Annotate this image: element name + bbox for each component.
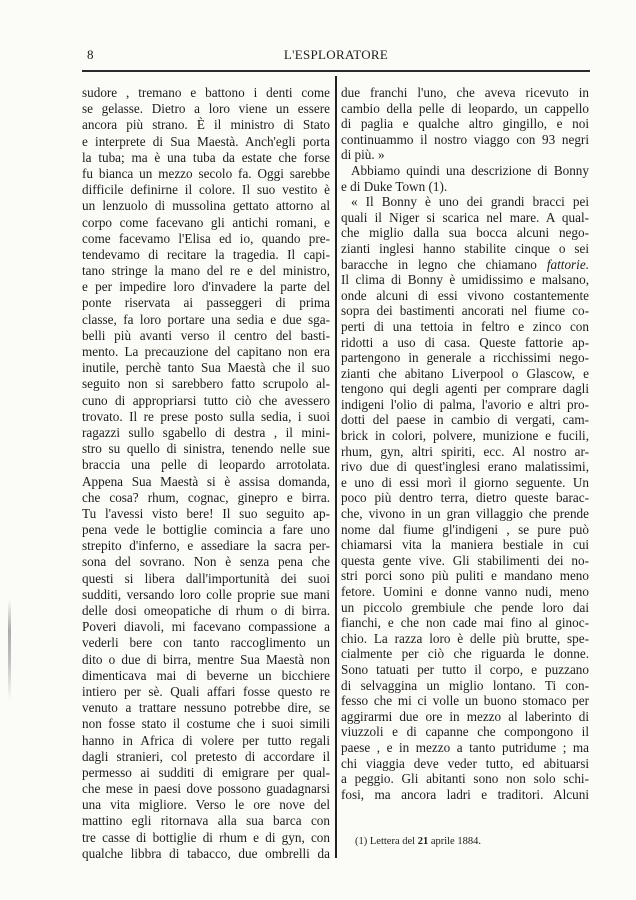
- text-line: sudore , tremano e battono i denti come: [82, 85, 330, 100]
- text-line: dotti del paese in cambio di vergati, cam-: [341, 412, 589, 428]
- text-line: di paglia e qualche altro gingillo, e noi: [341, 116, 589, 132]
- text-line: di selvaggina un miglio lontano. Ti con-: [341, 677, 589, 693]
- text-line: questa gente vive. Gli stabilimenti dei no-: [341, 552, 589, 568]
- text-line: fesso che mi ci volle un buono stomaco per: [341, 693, 589, 709]
- text-line: quali il Niger si scarica nel mare. A qual-: [341, 209, 589, 225]
- text-line: dagli stranieri, col pretesto di accordare il: [82, 748, 330, 764]
- text-line: questi si libera dall'importunità dei suoi: [82, 570, 330, 586]
- text-line: due franchi l'uno, che aveva ricevuto in: [341, 85, 589, 100]
- text-line: chiamarsi vita la maniera bestiale in cui: [341, 537, 589, 553]
- text-line: inutile, perchè tanto Sua Maestà che il suo: [82, 360, 330, 376]
- column-divider: [335, 76, 337, 858]
- text-line: chi viaggia deve veder tutto, ed abituarsi: [341, 755, 589, 771]
- text-line: dito o due di birra, mentre Sua Maestà non: [82, 651, 330, 667]
- text-line: fosi, ma ancora ladri e traditori. Alcuni: [341, 786, 589, 802]
- text-line: vederli bere con tanto raccoglimento un: [82, 635, 330, 651]
- text-line: a peggio. Gli abitanti sono non solo schi-: [341, 771, 589, 787]
- text-line: Tu l'avessi visto bere! Il suo seguito ap-: [82, 505, 330, 521]
- text-line: rivo due di quest'inglesi erano malatissimi,: [341, 459, 589, 475]
- text-line: continuammo il nostro viaggo con 93 negri: [341, 131, 589, 147]
- text-line: cialmente per ciò che riguarda le donne.: [341, 646, 589, 662]
- text-line: venuto a trattare nessuno potrebbe dire, se: [82, 700, 330, 716]
- text-line: classe, fa loro portare una sedia e due sga-: [82, 311, 330, 327]
- text-line: ponte riservata ai passeggeri di prima: [82, 295, 330, 311]
- text-line: ancora più strano. È il ministro di Stato: [82, 117, 330, 133]
- text-line: indigeni l'olio di palma, l'avorio e altri pro-: [341, 396, 589, 412]
- text-line: qualche libbra di tabacco, due ombrelli da: [82, 845, 330, 861]
- text-line: perti di una tettoia in feltro e zinco con: [341, 318, 589, 334]
- text-line: tre casse di bottiglie di rhum e di gyn, con: [82, 829, 330, 845]
- text-line: che cosa? rhum, cognac, ginepro e birra.: [82, 489, 330, 505]
- text-line: delle dosi omeopatiche di rhum o di birra.: [82, 603, 330, 618]
- footnote: [355, 836, 481, 847]
- footnote-marker: (1): [355, 836, 368, 847]
- text-line: fianchi, e che non cade mai fino al ginoc-: [341, 615, 589, 631]
- text-line: difficile definirne il colore. Il suo vestito è: [82, 182, 330, 198]
- text-line: seguito non si sarebbero fatto scrupolo al-: [82, 376, 330, 392]
- text-line: che miglio dalla sua bocca alcuni nego-: [341, 225, 589, 241]
- text-line: brick in colori, polvere, munizione e fucili,: [341, 428, 589, 444]
- emphasized-word: fattorie.: [546, 256, 589, 272]
- text-line: strepito d'inferno, e assediare la sacra per-: [82, 538, 330, 554]
- text-line: tengono qui degli agenti per comprare dagli: [341, 381, 589, 397]
- right-column: [341, 85, 589, 802]
- text-line-part: baracche in legno che chiamano: [341, 256, 547, 272]
- footnote-date: aprile 1884.: [430, 836, 481, 847]
- text-line: belli più avanti verso il centro del basti-: [82, 327, 330, 343]
- text-line: Sono tatuati per tutto il corpo, e puzzano: [341, 661, 589, 677]
- text-line: non fosse stato il costume che i suoi simili: [82, 716, 330, 732]
- text-line: come facevamo l'Elisa ed io, quando pre-: [82, 230, 330, 246]
- text-line: paese , e in mezzo a tanto putridume ; ma: [341, 739, 589, 755]
- text-line: fu bianca un mezzo secolo fa. Oggi sarebbe: [82, 165, 330, 181]
- running-header: [83, 47, 589, 65]
- text-line: zianti che abitano Liverpool o Glascow, e: [341, 365, 589, 381]
- text-line: se gelasse. Dietro a loro viene un essere: [82, 101, 330, 117]
- text-line: cambio della pelle di leopardo, un cappello: [341, 100, 589, 116]
- text-line: che mese in paesi dove possono guadagnarsi: [82, 781, 330, 797]
- text-line: aggirarmi due ore in mezzo al laberinto di: [341, 708, 589, 724]
- text-line: sona del sovrano. Non è senza pena che: [82, 554, 330, 570]
- text-line: onde alcuni di essi vivono costantemente: [341, 287, 589, 303]
- text-line: Appena Sua Maestà si è assisa domanda,: [82, 473, 330, 489]
- text-line: una vita migliore. Verso le ore nove del: [82, 797, 330, 813]
- text-line: stri porci sono più puliti e mandano meno: [341, 568, 589, 584]
- text-line: Poveri diavoli, mi facevano compassione a: [82, 619, 330, 635]
- text-line: Il clima di Bonny è umidissimo e malsano,: [341, 272, 589, 288]
- text-line: e interprete di Sua Maestà. Anch'egli porta: [82, 133, 330, 149]
- text-line: di più. »: [341, 147, 385, 163]
- text-line: poco più dentro terra, dietro queste barac-: [341, 490, 589, 506]
- text-line: pena vede le bottiglie comincia a fare uno: [82, 522, 330, 538]
- text-line: chio. La razza loro è delle più brutte, spe-: [341, 630, 589, 646]
- header-rule: [82, 70, 590, 72]
- text-line: « Il Bonny è uno dei grandi bracci pei: [351, 194, 589, 210]
- text-line: un piccolo grembiule che pende loro dai: [341, 599, 589, 615]
- text-line: che, vivono in un gran villaggio che prende: [341, 506, 589, 522]
- text-line: rhum, gyn, altri spiriti, ecc. Al nostro ar-: [341, 443, 589, 459]
- footnote-text: Lettera del: [369, 836, 416, 847]
- text-line: tendevamo di recitare la tragedia. Il capi-: [82, 246, 330, 262]
- journal-title: L'ESPLORATORE: [283, 47, 389, 62]
- text-line: fetore. Uomini e donne vanno nudi, meno: [341, 584, 589, 599]
- text-line: un lenzuolo di mussolina gettato attorno al: [82, 198, 330, 214]
- text-line: intiero per sè. Quali affari fosse questo re: [82, 683, 330, 699]
- page-number: 8: [87, 47, 94, 62]
- text-line: sopra dei bastimenti ancorati nel fiume co-: [341, 303, 589, 319]
- text-line: zianti inglesi hanno stabilite cinque o sei: [341, 240, 589, 256]
- text-line: sudditi, versando loro colle proprie sue mani: [82, 586, 330, 602]
- text-line: permesso ai sudditi di emigrare per qual-: [82, 764, 330, 780]
- text-line: e di Duke Town (1).: [341, 178, 448, 194]
- text-line: mattino egli ritornava alla sua barca con: [82, 813, 330, 829]
- text-line: tano stringe la mano del re e del ministro,: [82, 263, 330, 279]
- text-line: e uno di essi morì il giorno seguente. Un: [341, 474, 589, 490]
- text-line: la tuba; ma è una tuba da estate che forse: [82, 149, 330, 165]
- text-line: [341, 257, 589, 273]
- text-line: Abbiamo quindi una descrizione di Bonny: [351, 162, 589, 178]
- text-line: stro su quello di sinistra, tenendo nelle sue: [82, 441, 330, 457]
- scan-artifact: [8, 600, 11, 700]
- text-line: mento. La precauzione del capitano non era: [82, 344, 330, 359]
- text-line: trovato. Il re prese posto sulla sedia, i suoi: [82, 408, 330, 424]
- footnote-day: 21: [417, 836, 429, 847]
- text-line: ragazzi sullo sgabello di destra , il mini-: [82, 424, 330, 440]
- text-line: nome dal fiume gl'indigeni , se pure può: [341, 521, 589, 537]
- text-line: braccia una pelle di leopardo arrotolata.: [82, 457, 330, 473]
- text-line: corpo come facevano gli antichi romani, e: [82, 214, 330, 230]
- text-line: e per impedire loro d'invadere la parte del: [82, 279, 330, 295]
- text-line: partengono in generale a ricchissimi nego-: [341, 350, 589, 366]
- text-line: hanno in Africa di volere per tutto regali: [82, 732, 330, 748]
- text-line: ridotti a uso di casa. Queste fattorie ap-: [341, 334, 589, 350]
- text-line: dimenticava mai di beverne un bicchiere: [82, 667, 330, 683]
- left-column: [82, 85, 330, 862]
- text-line: cuno di appropriarsi tutto ciò che avessero: [82, 392, 330, 408]
- text-line: viuzzoli e di capanne che compongono il: [341, 724, 589, 740]
